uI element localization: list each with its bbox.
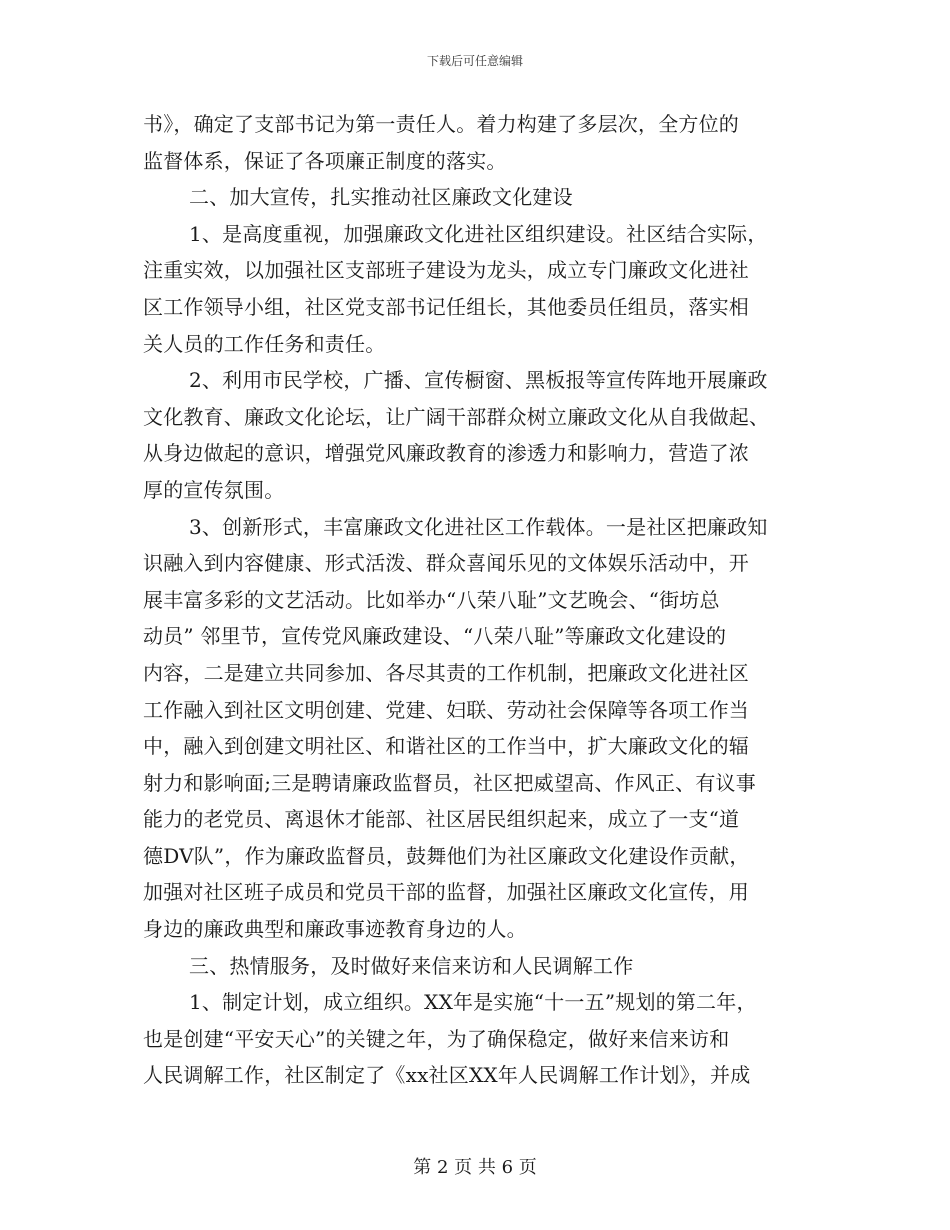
text-line: 关人员的工作任务和责任。 <box>143 331 386 356</box>
text-line: 区工作领导小组，社区党支部书记任组长，其他委员任组员，落实相 <box>143 294 749 319</box>
text-line: 身边的廉政典型和廉政事迹教育身边的人。 <box>143 917 527 942</box>
page-header: 下载后可任意编辑 <box>426 54 523 68</box>
text-line: 也是创建“平安天心”的关键之年，为了确保稳定，做好来信来访和 <box>143 1026 730 1051</box>
text-line: 注重实效，以加强社区支部班子建设为龙头，成立专门廉政文化进社 <box>143 258 749 283</box>
text-line: 文化教育、廉政文化论坛，让广阔干部群众树立廉政文化从自我做起、 <box>143 404 770 429</box>
text-line: 二、加大宣传，扎实推动社区廉政文化建设 <box>189 185 573 210</box>
text-line: 厚的宣传氛围。 <box>143 477 285 502</box>
text-line: 监督体系，保证了各项廉正制度的落实。 <box>143 148 507 173</box>
text-line: 动员” 邻里节，宣传党风廉政建设、“八荣八耻”等廉政文化建设的 <box>143 624 727 649</box>
text-line: 人民调解工作，社区制定了《xx社区XX年人民调解工作计划》，并成 <box>143 1063 751 1088</box>
text-line: 从身边做起的意识，增强党风廉政教育的渗透力和影响力，营造了浓 <box>143 441 749 466</box>
text-line: 1、是高度重视，加强廉政文化进社区组织建设。社区结合实际， <box>189 221 768 246</box>
text-line: 书》，确定了支部书记为第一责任人。着力构建了多层次，全方位的 <box>143 112 739 136</box>
text-line: 1、制定计划，成立组织。XX年是实施“十一五”规划的第二年， <box>189 990 757 1015</box>
document-body <box>143 106 807 1094</box>
text-line: 识融入到内容健康、形式活泼、群众喜闻乐见的文体娱乐活动中，开 <box>143 551 749 576</box>
text-line: 工作融入到社区文明创建、党建、妇联、劳动社会保障等各项工作当 <box>143 697 749 722</box>
text-line: 2、利用市民学校，广播、宣传橱窗、黑板报等宣传阵地开展廉政 <box>189 368 768 393</box>
text-line: 3、创新形式，丰富廉政文化进社区工作载体。一是社区把廉政知 <box>189 514 768 539</box>
text-line: 加强对社区班子成员和党员干部的监督，加强社区廉政文化宣传，用 <box>143 880 749 905</box>
text-line: 展丰富多彩的文艺活动。比如举办“八荣八耻”文艺晚会、“街坊总 <box>143 587 720 612</box>
text-line: 三、热情服务，及时做好来信来访和人民调解工作 <box>189 953 634 978</box>
text-line: 德DV队”，作为廉政监督员，鼓舞他们为社区廉政文化建设作贡献， <box>143 843 750 868</box>
text-line: 内容，二是建立共同参加、各尽其责的工作机制，把廉政文化进社区 <box>143 660 749 685</box>
text-line: 能力的老党员、离退休才能部、社区居民组织起来，成立了一支“道 <box>143 807 740 832</box>
text-line: 射力和影响面;三是聘请廉政监督员，社区把威望高、作风正、有议事 <box>143 770 756 795</box>
page-footer: 第 2 页 共 6 页 <box>413 1157 537 1178</box>
text-line: 中，融入到创建文明社区、和谐社区的工作当中，扩大廉政文化的辐 <box>143 734 749 759</box>
